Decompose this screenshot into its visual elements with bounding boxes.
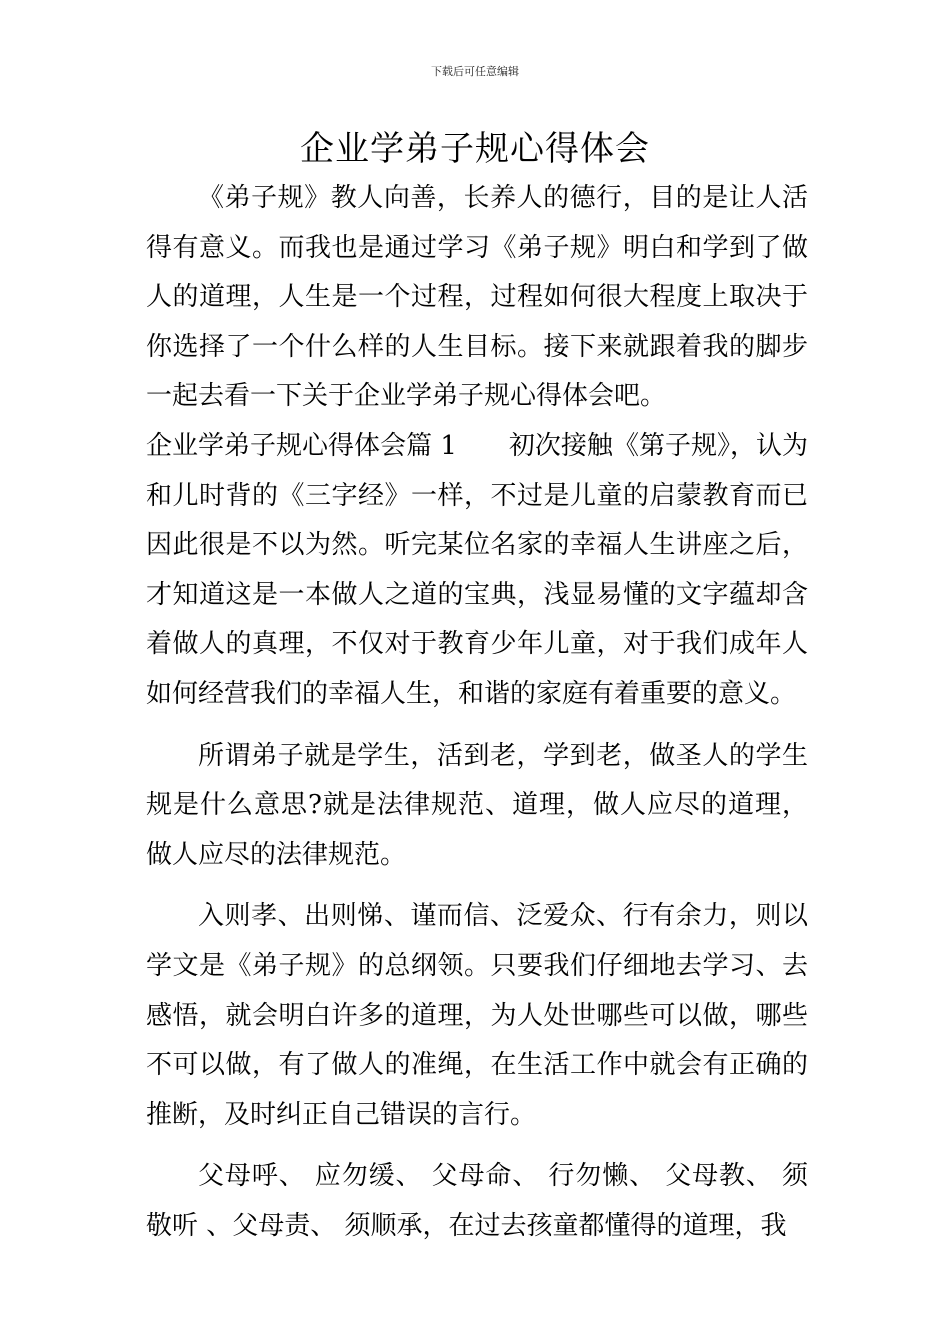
document-body bbox=[146, 174, 808, 1251]
paragraph-2: 所谓弟子就是学生，活到老，学到老，做圣人的学生规是什么意思?就是法律规范、道理，做人应尽的道理，做人应尽的法律规范。 bbox=[146, 740, 808, 870]
header-note: 下载后可任意编辑 bbox=[431, 65, 519, 78]
paragraph-3: 入则孝、出则悌、谨而信、泛爱众、行有余力，则以学文是《弟子规》的总纲领。只要我们仔细地去学习、去感悟，就会明白许多的道理，为人处世哪些可以做，哪些不可以做，有了做人的准绳，在生活工作中就会有正确的推断，及时纠正自己错误的言行。 bbox=[146, 901, 808, 1130]
document-title: 企业学弟子规心得体会 bbox=[300, 129, 650, 169]
paragraph-4: 父母呼、 应勿缓、 父母命、 行勿懒、 父母教、 须敬听 、父母责、 须顺承，在过去孩童都懂得的道理，我 bbox=[146, 1161, 808, 1241]
section-first-paragraph: 初次接触《第子规》，认为和儿时背的《三字经》一样，不过是儿童的启蒙教育而已因此很是不以为然。听完某位名家的幸福人生讲座之后，才知道这是一本做人之道的宝典，浅显易懂的文字蕴却含着做人的真理，不仅对于教育少年儿童，对于我们成年人如何经营我们的幸福人生，和谐的家庭有着重要的意义。 bbox=[146, 430, 808, 709]
section-heading: 企业学弟子规心得体会篇 1 bbox=[146, 430, 457, 461]
section-paragraph bbox=[146, 422, 808, 720]
intro-paragraph: 《弟子规》教人向善，长养人的德行，目的是让人活得有意义。而我也是通过学习《弟子规》明白和学到了做人的道理，人生是一个过程，过程如何很大程度上取决于你选择了一个什么样的人生目标。接下来就跟着我的脚步一起去看一下关于企业学弟子规心得体会吧。 bbox=[146, 183, 808, 412]
